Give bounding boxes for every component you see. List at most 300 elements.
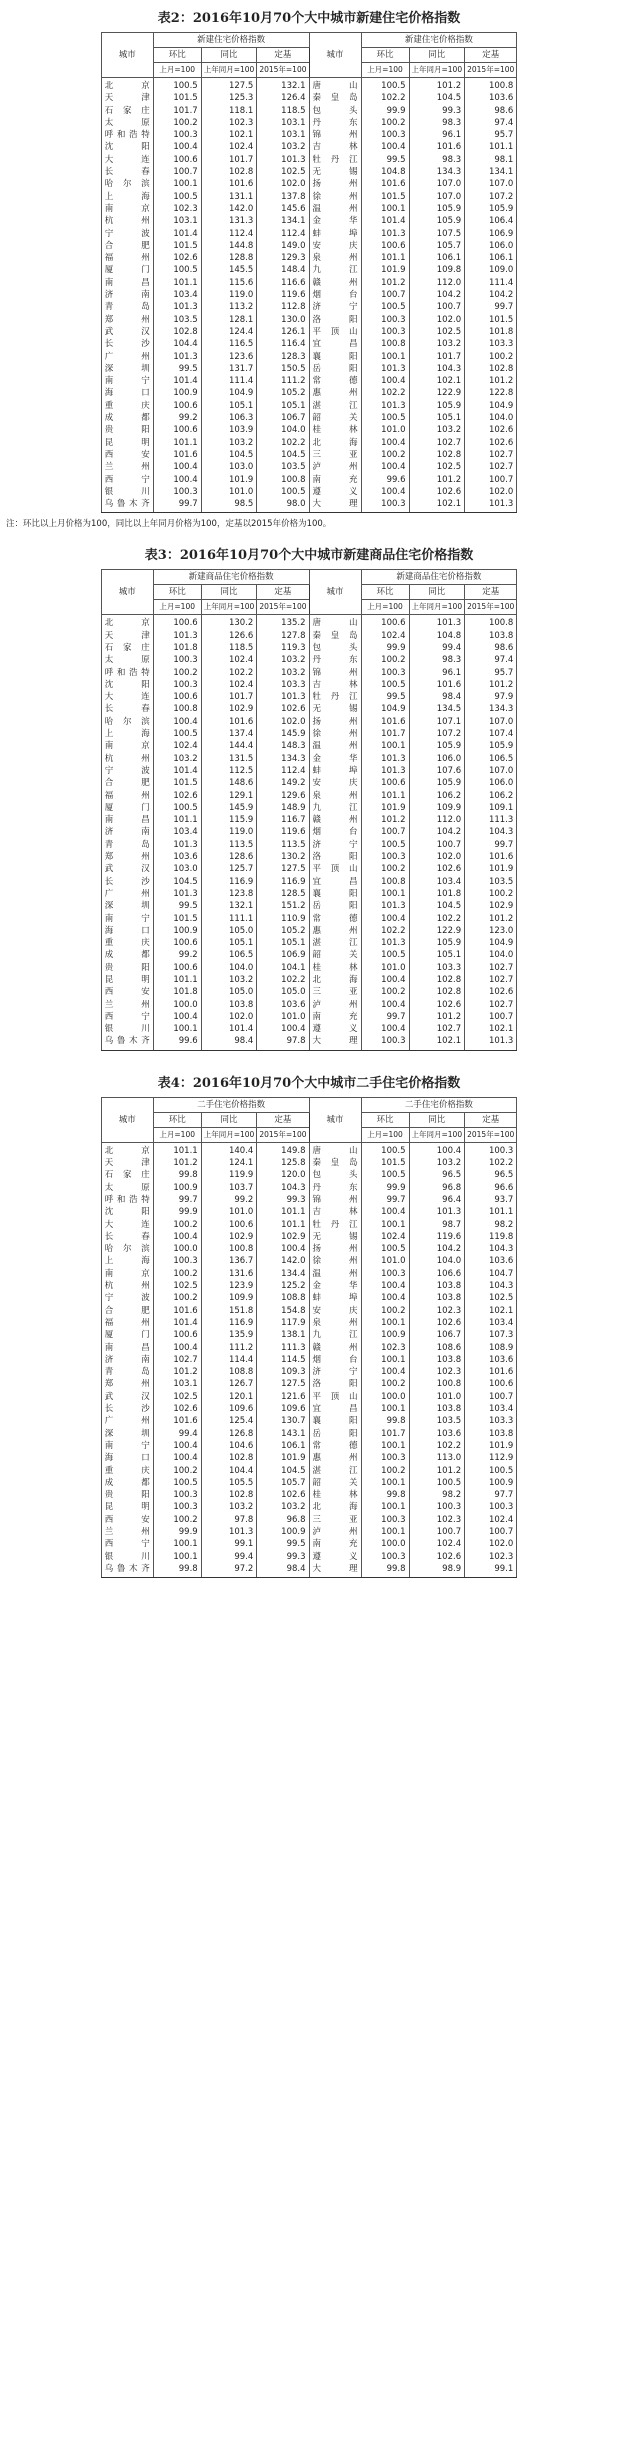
city-name: 深 圳 — [101, 900, 153, 912]
table-row — [101, 338, 517, 350]
city-name: 南 宁 — [101, 913, 153, 925]
table-row — [101, 314, 517, 326]
index-value: 101.1 — [465, 1206, 517, 1218]
index-value: 100.1 — [361, 351, 409, 363]
index-value: 103.8 — [409, 1403, 465, 1415]
index-value: 97.9 — [465, 691, 517, 703]
index-value: 100.4 — [153, 716, 201, 728]
table-row — [101, 1206, 517, 1218]
index-value: 101.1 — [257, 1219, 309, 1231]
index-value: 101.4 — [361, 215, 409, 227]
table-row — [101, 1255, 517, 1267]
city-name: 遵 义 — [309, 1551, 361, 1563]
index-value: 111.3 — [257, 1342, 309, 1354]
city-name: 遵 义 — [309, 486, 361, 498]
index-value: 107.5 — [409, 228, 465, 240]
index-value: 100.5 — [361, 78, 409, 93]
index-value: 98.0 — [257, 498, 309, 513]
city-column-header: 城市 — [309, 570, 361, 615]
index-value: 100.4 — [361, 1366, 409, 1378]
index-value: 100.5 — [153, 264, 201, 276]
index-value: 106.1 — [257, 1440, 309, 1452]
city-name: 徐 州 — [309, 728, 361, 740]
city-name: 无 锡 — [309, 1231, 361, 1243]
column-header: 环比 — [361, 1112, 409, 1127]
index-value: 107.0 — [465, 178, 517, 190]
table-row — [101, 1391, 517, 1403]
table-row — [101, 215, 517, 227]
index-value: 128.6 — [201, 851, 257, 863]
index-value: 100.1 — [361, 203, 409, 215]
index-value: 105.7 — [409, 240, 465, 252]
base-period-label: 2015年=100 — [465, 63, 517, 78]
city-name: 包 头 — [309, 1169, 361, 1181]
index-value: 100.2 — [153, 1465, 201, 1477]
index-value: 148.6 — [201, 777, 257, 789]
index-value: 116.4 — [257, 338, 309, 350]
index-value: 101.7 — [201, 691, 257, 703]
index-value: 100.3 — [361, 851, 409, 863]
index-value: 102.2 — [257, 974, 309, 986]
index-value: 101.0 — [361, 962, 409, 974]
table-row — [101, 289, 517, 301]
index-value: 102.6 — [257, 703, 309, 715]
table-wrapper — [4, 569, 614, 1050]
index-value: 100.5 — [361, 679, 409, 691]
index-value: 119.6 — [409, 1231, 465, 1243]
city-name: 昆 明 — [101, 974, 153, 986]
index-value: 100.3 — [153, 1255, 201, 1267]
index-value: 114.4 — [201, 1354, 257, 1366]
index-value: 102.7 — [465, 962, 517, 974]
city-name: 徐 州 — [309, 1255, 361, 1267]
index-value: 112.4 — [257, 765, 309, 777]
base-period-label: 2015年=100 — [257, 63, 309, 78]
table-row — [101, 1452, 517, 1464]
city-name: 哈尔滨 — [101, 1243, 153, 1255]
base-period-label: 上年同月=100 — [201, 1127, 257, 1142]
index-value: 98.3 — [409, 654, 465, 666]
index-value: 103.6 — [409, 1428, 465, 1440]
city-name: 杭 州 — [101, 753, 153, 765]
index-value: 101.9 — [465, 863, 517, 875]
index-value: 100.1 — [153, 1023, 201, 1035]
index-value: 104.9 — [465, 400, 517, 412]
city-name: 烟 台 — [309, 826, 361, 838]
table-row — [101, 498, 517, 513]
city-name: 牡丹江 — [309, 154, 361, 166]
index-value: 116.9 — [201, 1317, 257, 1329]
index-value: 132.1 — [201, 900, 257, 912]
index-value: 127.5 — [257, 863, 309, 875]
index-value: 101.5 — [361, 191, 409, 203]
index-value: 102.4 — [201, 141, 257, 153]
city-name: 吉 林 — [309, 141, 361, 153]
index-value: 100.8 — [361, 876, 409, 888]
index-value: 116.7 — [257, 814, 309, 826]
index-value: 101.4 — [153, 765, 201, 777]
index-value: 102.8 — [153, 326, 201, 338]
index-value: 99.8 — [153, 1563, 201, 1578]
index-value: 100.1 — [361, 888, 409, 900]
index-value: 102.4 — [201, 654, 257, 666]
index-value: 101.7 — [201, 154, 257, 166]
city-name: 惠 州 — [309, 1452, 361, 1464]
index-value: 98.5 — [201, 498, 257, 513]
city-name: 长 沙 — [101, 876, 153, 888]
index-value: 105.9 — [409, 937, 465, 949]
index-value: 150.5 — [257, 363, 309, 375]
column-header: 同比 — [409, 1112, 465, 1127]
index-value: 100.1 — [153, 1538, 201, 1550]
index-value: 99.5 — [361, 691, 409, 703]
city-name: 湛 江 — [309, 937, 361, 949]
index-value: 101.6 — [465, 851, 517, 863]
index-value: 105.5 — [201, 1477, 257, 1489]
city-name: 平顶山 — [309, 326, 361, 338]
index-value: 105.1 — [201, 937, 257, 949]
base-period-label: 上月=100 — [361, 63, 409, 78]
table-row — [101, 1292, 517, 1304]
city-name: 宁 波 — [101, 765, 153, 777]
index-value: 100.7 — [465, 1391, 517, 1403]
table-row — [101, 839, 517, 851]
city-name: 西 宁 — [101, 1538, 153, 1550]
index-value: 107.0 — [465, 716, 517, 728]
city-name: 呼和浩特 — [101, 1194, 153, 1206]
index-value: 103.2 — [201, 437, 257, 449]
index-value: 102.1 — [201, 129, 257, 141]
index-value: 134.1 — [257, 215, 309, 227]
index-value: 102.4 — [153, 740, 201, 752]
index-value: 149.0 — [257, 240, 309, 252]
city-name: 济 南 — [101, 1354, 153, 1366]
city-name: 太 原 — [101, 654, 153, 666]
city-name: 牡丹江 — [309, 1219, 361, 1231]
index-value: 102.6 — [409, 1551, 465, 1563]
index-value: 116.9 — [257, 876, 309, 888]
city-name: 成 都 — [101, 1477, 153, 1489]
index-value: 103.8 — [409, 1292, 465, 1304]
index-value: 103.3 — [409, 962, 465, 974]
index-value: 121.6 — [257, 1391, 309, 1403]
table-row — [101, 753, 517, 765]
index-value: 104.5 — [201, 449, 257, 461]
index-value: 100.7 — [361, 826, 409, 838]
index-value: 100.5 — [153, 802, 201, 814]
index-value: 100.5 — [361, 839, 409, 851]
index-value: 102.4 — [361, 1231, 409, 1243]
city-name: 呼和浩特 — [101, 129, 153, 141]
index-value: 101.2 — [465, 913, 517, 925]
table-row — [101, 228, 517, 240]
city-name: 贵 阳 — [101, 962, 153, 974]
city-name: 泉 州 — [309, 1317, 361, 1329]
city-name: 三 亚 — [309, 449, 361, 461]
city-name: 海 口 — [101, 1452, 153, 1464]
city-name: 大 连 — [101, 1219, 153, 1231]
index-value: 100.8 — [257, 474, 309, 486]
index-value: 126.6 — [201, 630, 257, 642]
index-value: 123.6 — [201, 351, 257, 363]
base-period-label: 上年同月=100 — [201, 63, 257, 78]
index-value: 111.2 — [201, 1342, 257, 1354]
index-value: 103.4 — [465, 1403, 517, 1415]
index-value: 112.4 — [257, 228, 309, 240]
index-value: 102.4 — [409, 1538, 465, 1550]
index-value: 105.9 — [409, 203, 465, 215]
index-group-header: 新建住宅价格指数 — [153, 33, 309, 48]
index-value: 118.1 — [201, 105, 257, 117]
city-name: 厦 门 — [101, 264, 153, 276]
index-value: 103.6 — [465, 1255, 517, 1267]
index-value: 102.9 — [201, 703, 257, 715]
city-name: 青 岛 — [101, 1366, 153, 1378]
city-name: 岳 阳 — [309, 900, 361, 912]
city-name: 无 锡 — [309, 166, 361, 178]
city-name: 长 沙 — [101, 338, 153, 350]
index-value: 99.7 — [465, 301, 517, 313]
index-value: 148.3 — [257, 740, 309, 752]
index-value: 101.2 — [409, 1011, 465, 1023]
index-value: 96.8 — [257, 1514, 309, 1526]
index-value: 103.1 — [153, 215, 201, 227]
city-name: 南 充 — [309, 1011, 361, 1023]
city-name: 天 津 — [101, 630, 153, 642]
index-value: 101.6 — [409, 141, 465, 153]
index-value: 103.1 — [153, 1378, 201, 1390]
index-value: 112.4 — [201, 228, 257, 240]
city-name: 呼和浩特 — [101, 667, 153, 679]
column-header: 环比 — [153, 1112, 201, 1127]
table-row — [101, 1403, 517, 1415]
index-value: 105.9 — [409, 740, 465, 752]
city-name: 蚌 埠 — [309, 228, 361, 240]
index-value: 106.0 — [465, 240, 517, 252]
index-value: 100.4 — [153, 141, 201, 153]
index-value: 104.3 — [465, 1243, 517, 1255]
index-value: 102.5 — [409, 461, 465, 473]
city-name: 秦皇岛 — [309, 1157, 361, 1169]
city-name: 深 圳 — [101, 363, 153, 375]
index-value: 100.3 — [361, 667, 409, 679]
index-value: 98.6 — [465, 642, 517, 654]
index-value: 98.7 — [409, 1219, 465, 1231]
index-value: 104.9 — [361, 703, 409, 715]
city-name: 武 汉 — [101, 1391, 153, 1403]
index-value: 100.6 — [201, 1219, 257, 1231]
city-name: 福 州 — [101, 1317, 153, 1329]
table-row — [101, 252, 517, 264]
index-value: 154.8 — [257, 1305, 309, 1317]
index-value: 101.5 — [153, 913, 201, 925]
index-value: 100.4 — [361, 486, 409, 498]
index-value: 144.4 — [201, 740, 257, 752]
table-row — [101, 1219, 517, 1231]
index-value: 115.6 — [201, 277, 257, 289]
index-value: 103.9 — [201, 424, 257, 436]
table-section-4 — [4, 1071, 614, 1598]
index-group-header: 新建住宅价格指数 — [361, 33, 517, 48]
index-value: 99.6 — [361, 474, 409, 486]
city-name: 包 头 — [309, 105, 361, 117]
city-name: 广 州 — [101, 888, 153, 900]
index-value: 148.9 — [257, 802, 309, 814]
city-name: 宁 波 — [101, 228, 153, 240]
index-value: 101.0 — [201, 1206, 257, 1218]
city-name: 福 州 — [101, 252, 153, 264]
table-row — [101, 437, 517, 449]
column-header: 定基 — [257, 1112, 309, 1127]
index-value: 149.8 — [257, 1142, 309, 1157]
index-value: 101.9 — [361, 802, 409, 814]
index-value: 104.6 — [201, 1440, 257, 1452]
index-value: 102.3 — [465, 1551, 517, 1563]
table-row — [101, 1526, 517, 1538]
base-period-label: 2015年=100 — [257, 1127, 309, 1142]
index-value: 103.0 — [201, 461, 257, 473]
city-name: 厦 门 — [101, 1329, 153, 1341]
table-row — [101, 203, 517, 215]
city-name: 湛 江 — [309, 400, 361, 412]
index-value: 107.0 — [409, 178, 465, 190]
city-name: 郑 州 — [101, 314, 153, 326]
index-value: 124.1 — [201, 1157, 257, 1169]
table-row — [101, 1169, 517, 1181]
index-value: 100.1 — [361, 1403, 409, 1415]
index-value: 120.0 — [257, 1169, 309, 1181]
index-value: 126.1 — [257, 326, 309, 338]
city-name: 大 理 — [309, 1035, 361, 1050]
index-value: 101.2 — [409, 474, 465, 486]
table-row — [101, 1551, 517, 1563]
city-name: 哈尔滨 — [101, 716, 153, 728]
city-name: 九 江 — [309, 264, 361, 276]
index-value: 113.5 — [257, 839, 309, 851]
index-value: 100.4 — [361, 999, 409, 1011]
index-value: 101.3 — [153, 839, 201, 851]
table-row — [101, 1415, 517, 1427]
table-row — [101, 1354, 517, 1366]
index-value: 101.6 — [361, 178, 409, 190]
index-value: 101.1 — [465, 141, 517, 153]
city-name: 常 德 — [309, 375, 361, 387]
city-name: 平顶山 — [309, 1391, 361, 1403]
city-name: 沈 阳 — [101, 1206, 153, 1218]
city-name: 合 肥 — [101, 1305, 153, 1317]
index-value: 112.8 — [257, 301, 309, 313]
index-value: 100.0 — [361, 1538, 409, 1550]
index-value: 102.9 — [201, 1231, 257, 1243]
index-value: 100.7 — [409, 301, 465, 313]
index-value: 103.1 — [257, 117, 309, 129]
index-value: 103.8 — [465, 630, 517, 642]
index-value: 103.2 — [153, 753, 201, 765]
index-value: 101.5 — [153, 240, 201, 252]
table-row — [101, 1489, 517, 1501]
index-value: 101.3 — [465, 1035, 517, 1050]
column-header: 定基 — [465, 1112, 517, 1127]
index-value: 118.5 — [201, 642, 257, 654]
index-value: 101.0 — [409, 1391, 465, 1403]
index-value: 109.0 — [465, 264, 517, 276]
table-row — [101, 1231, 517, 1243]
index-value: 104.3 — [409, 363, 465, 375]
index-value: 115.9 — [201, 814, 257, 826]
index-value: 100.3 — [361, 314, 409, 326]
index-value: 99.7 — [153, 498, 201, 513]
index-value: 101.2 — [409, 1465, 465, 1477]
section-spacer — [4, 1051, 614, 1071]
index-value: 100.8 — [153, 703, 201, 715]
city-name: 太 原 — [101, 1182, 153, 1194]
table-row — [101, 301, 517, 313]
index-value: 100.1 — [153, 178, 201, 190]
index-value: 102.5 — [409, 326, 465, 338]
index-value: 103.6 — [153, 851, 201, 863]
index-value: 135.2 — [257, 615, 309, 630]
index-value: 100.4 — [257, 1023, 309, 1035]
index-value: 107.4 — [465, 728, 517, 740]
city-name: 大 理 — [309, 498, 361, 513]
index-value: 100.3 — [361, 129, 409, 141]
table-row — [101, 363, 517, 375]
index-value: 101.6 — [409, 679, 465, 691]
index-value: 101.1 — [153, 1142, 201, 1157]
table-row — [101, 1428, 517, 1440]
table-wrapper — [4, 1097, 614, 1578]
index-value: 99.8 — [153, 1169, 201, 1181]
index-value: 100.2 — [361, 863, 409, 875]
index-value: 100.4 — [257, 1243, 309, 1255]
table-row — [101, 105, 517, 117]
index-value: 104.9 — [465, 937, 517, 949]
city-name: 泸 州 — [309, 1526, 361, 1538]
base-period-label: 上年同月=100 — [201, 600, 257, 615]
table-row — [101, 667, 517, 679]
index-value: 99.3 — [257, 1194, 309, 1206]
city-name: 武 汉 — [101, 326, 153, 338]
index-value: 100.4 — [361, 375, 409, 387]
index-value: 100.3 — [361, 326, 409, 338]
index-value: 104.8 — [361, 166, 409, 178]
index-value: 101.6 — [153, 1415, 201, 1427]
index-value: 100.9 — [465, 1477, 517, 1489]
city-name: 乌鲁木齐 — [101, 498, 153, 513]
table-row — [101, 412, 517, 424]
index-value: 99.3 — [257, 1551, 309, 1563]
index-value: 106.9 — [257, 949, 309, 961]
index-value: 98.1 — [465, 154, 517, 166]
index-value: 101.6 — [153, 449, 201, 461]
index-value: 102.2 — [201, 667, 257, 679]
index-value: 104.2 — [409, 1243, 465, 1255]
index-value: 101.2 — [153, 1366, 201, 1378]
index-value: 100.2 — [465, 888, 517, 900]
city-name: 安 庆 — [309, 240, 361, 252]
base-period-label: 上年同月=100 — [409, 63, 465, 78]
index-value: 102.0 — [409, 851, 465, 863]
city-name: 南 昌 — [101, 814, 153, 826]
index-value: 101.8 — [409, 888, 465, 900]
city-name: 兰 州 — [101, 461, 153, 473]
city-name: 丹 东 — [309, 654, 361, 666]
table-row — [101, 974, 517, 986]
index-value: 105.9 — [409, 215, 465, 227]
index-value: 100.2 — [153, 1268, 201, 1280]
city-name: 天 津 — [101, 1157, 153, 1169]
city-name: 常 德 — [309, 1440, 361, 1452]
